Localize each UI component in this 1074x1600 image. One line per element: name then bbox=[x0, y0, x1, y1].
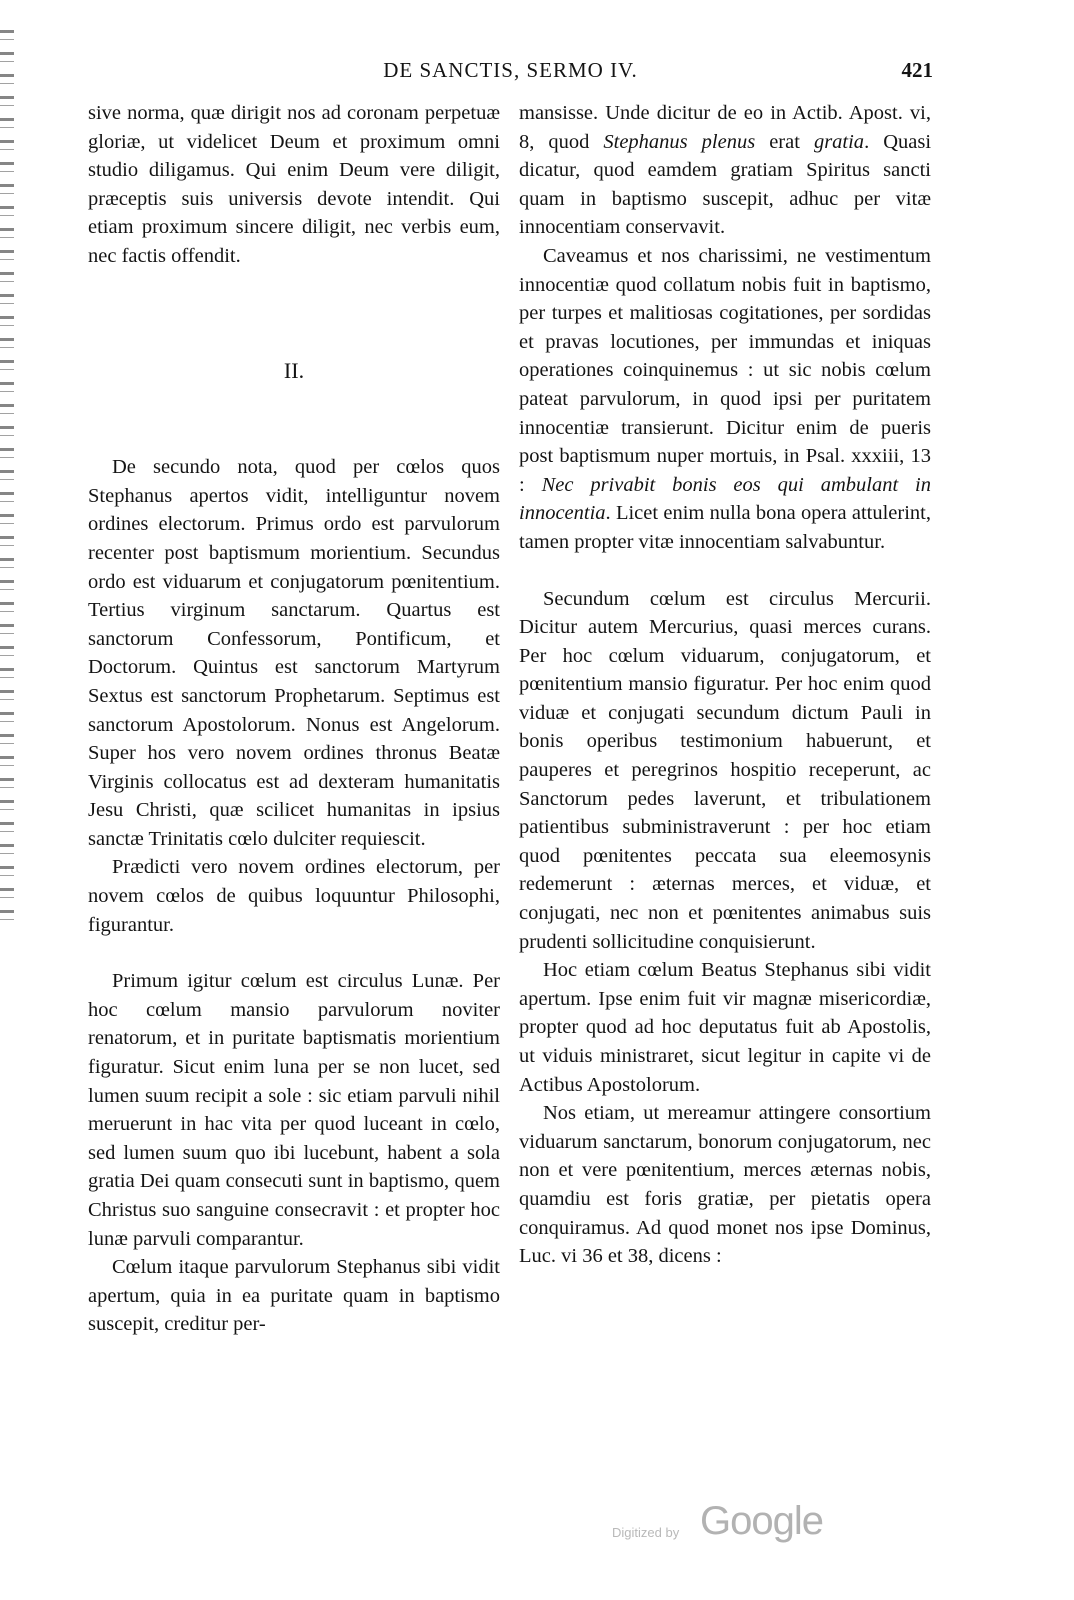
paragraph: Secundum cœlum est circulus Mercurii. Dicitur autem Mercurius, quasi merces curans. Per hoc cœlum viduarum, conjugatorum, et pœnitentium mansio figuratur. Per hoc enim quod viduæ et conjugati secundum dictum Pauli in bonis operibus testimonium habuerunt, et pauperes et peregrinos hospitio receperunt, ac Sanctorum pedes laverunt, et tribulationem patientibus subministraverunt : per hoc etiam quod pœnitentes peccata sua eleemosynis redemerunt : æternas merces, et viduæ, et conjugati, nec non et pœnitentes animabus suis prudenti sollicitudine conquisierunt. bbox=[519, 587, 931, 953]
paragraph: Cœlum itaque parvulorum Stephanus sibi vidit apertum, quia in ea puritate quam in baptismo suscepit, creditur per- bbox=[88, 1256, 500, 1336]
paragraph: Prædicti vero novem ordines electorum, per novem cœlos de quibus loquuntur Philosophi, figurantur. bbox=[88, 856, 500, 936]
italic-quote: Stephanus plenus bbox=[603, 130, 756, 153]
paragraph: sive norma, quæ dirigit nos ad coronam perpetuæ gloriæ, ut videlicet Deum et proximum omni studio diligamus. Qui enim Deum vere diligit, præceptis suis universis devote intendit. Qui etiam proximum sincere diligit, nec verbis eum, nec factis offendit. bbox=[88, 102, 500, 267]
text-run: erat bbox=[755, 130, 814, 153]
google-logo: Google bbox=[700, 1499, 823, 1543]
page-header bbox=[88, 58, 933, 88]
paragraph: Nos etiam, ut mereamur attingere consortium viduarum sanctarum, bonorum conjugatorum, nec non et vere pœnitentium, merces æternas nobis, quamdiu est foris gratiæ, per pietatis opera conquiramus. Ad quod monet nos ipse Dominus, Luc. vi 36 et 38, dicens : bbox=[519, 1102, 931, 1268]
text-run: mansisse. Unde dicitur de eo in Actib. Apost. vi, 8, quod bbox=[519, 102, 931, 153]
paragraph: De secundo nota, quod per cœlos quos Stephanus apertos vidit, intelliguntur novem ordines electorum. Primus ordo est parvulorum recenter post baptismum morientium. Secundus ordo est viduarum et conjugatorum pœnitentium. Tertius virginum sanctarum. Quartus est sanctorum Confessorum, Pontificum, et Doctorum. Quintus est sanctorum Martyrum Sextus est sanctorum Prophetarum. Septimus est sanctorum Apostolorum. Nonus est Angelorum. Super hos vero novem ordines thronus Beatæ Virginis collocatus est ad dexteram humanitatis Jesu Christi, quæ scilicet humanitas in ipsius sanctæ Trinitatis cœlo dulciter requiescit. bbox=[88, 456, 500, 850]
left-column bbox=[88, 99, 500, 1339]
right-column bbox=[519, 99, 931, 1271]
section-heading: II. bbox=[283, 357, 305, 383]
digitized-label: Digitized by bbox=[612, 1525, 680, 1540]
italic-quote: Nec privabit bonis eos qui ambulant in innocentia bbox=[519, 473, 931, 525]
text-run: Caveamus et nos charissimi, ne vestimentum innocentiæ quod collatum nobis fuit in baptismo, per turpes et malitiosas cogitationes, per sordidas et pravas locutiones, per immundas et iniquas operationes coinquinemus : ut sic nobis cœlum pateat parvulorum, in quod ipsi per puritatem innocentiæ transierunt. Dicitur enim de pueris post baptismum nuper mortuis, in Psal. xxxiii, 13 : bbox=[519, 244, 931, 496]
digitized-footer bbox=[612, 1499, 842, 1551]
paragraph: Primum igitur cœlum est circulus Lunæ. Per hoc cœlum mansio parvulorum noviter renatorum, et in puritate baptismatis morientium figuratur. Sicut enim luna per se non lucet, sed lumen suum recipit a sole : sic etiam parvuli nihil meruerunt in hac vita per quod luceant in cœlo, sed lumen suum quo ibi lucebunt, habent a sola gratia Dei quam consecuti sunt in baptismo, quem Christus suo sanguine consecravit : et propter hoc lunæ parvuli comparantur. bbox=[88, 970, 500, 1250]
text-run: . Quasi dicatur, quod eamdem gratiam Spiritus sancti quam in baptismo suscepit, adhuc per vitæ innocentiam conservavit. bbox=[519, 130, 932, 239]
scan-edge-artifact bbox=[0, 30, 14, 930]
paragraph: Hoc etiam cœlum Beatus Stephanus sibi vidit apertum. Ipse enim fuit vir magnæ misericordiæ, propter quod ad hoc deputatus fuit ab Apostolis, ut viduis ministraret, sicut legitur in capite vi de Actibus Apostolorum. bbox=[519, 959, 931, 1096]
text-run: . Licet enim nulla bona opera attulerint, tamen propter vitæ innocentiam salvabuntur. bbox=[519, 502, 931, 553]
paragraph bbox=[519, 242, 931, 557]
page-number: 421 bbox=[901, 58, 933, 82]
paragraph bbox=[519, 99, 931, 242]
italic-quote: gratia bbox=[813, 130, 865, 153]
running-title: DE SANCTIS, SERMO IV. bbox=[383, 58, 638, 82]
